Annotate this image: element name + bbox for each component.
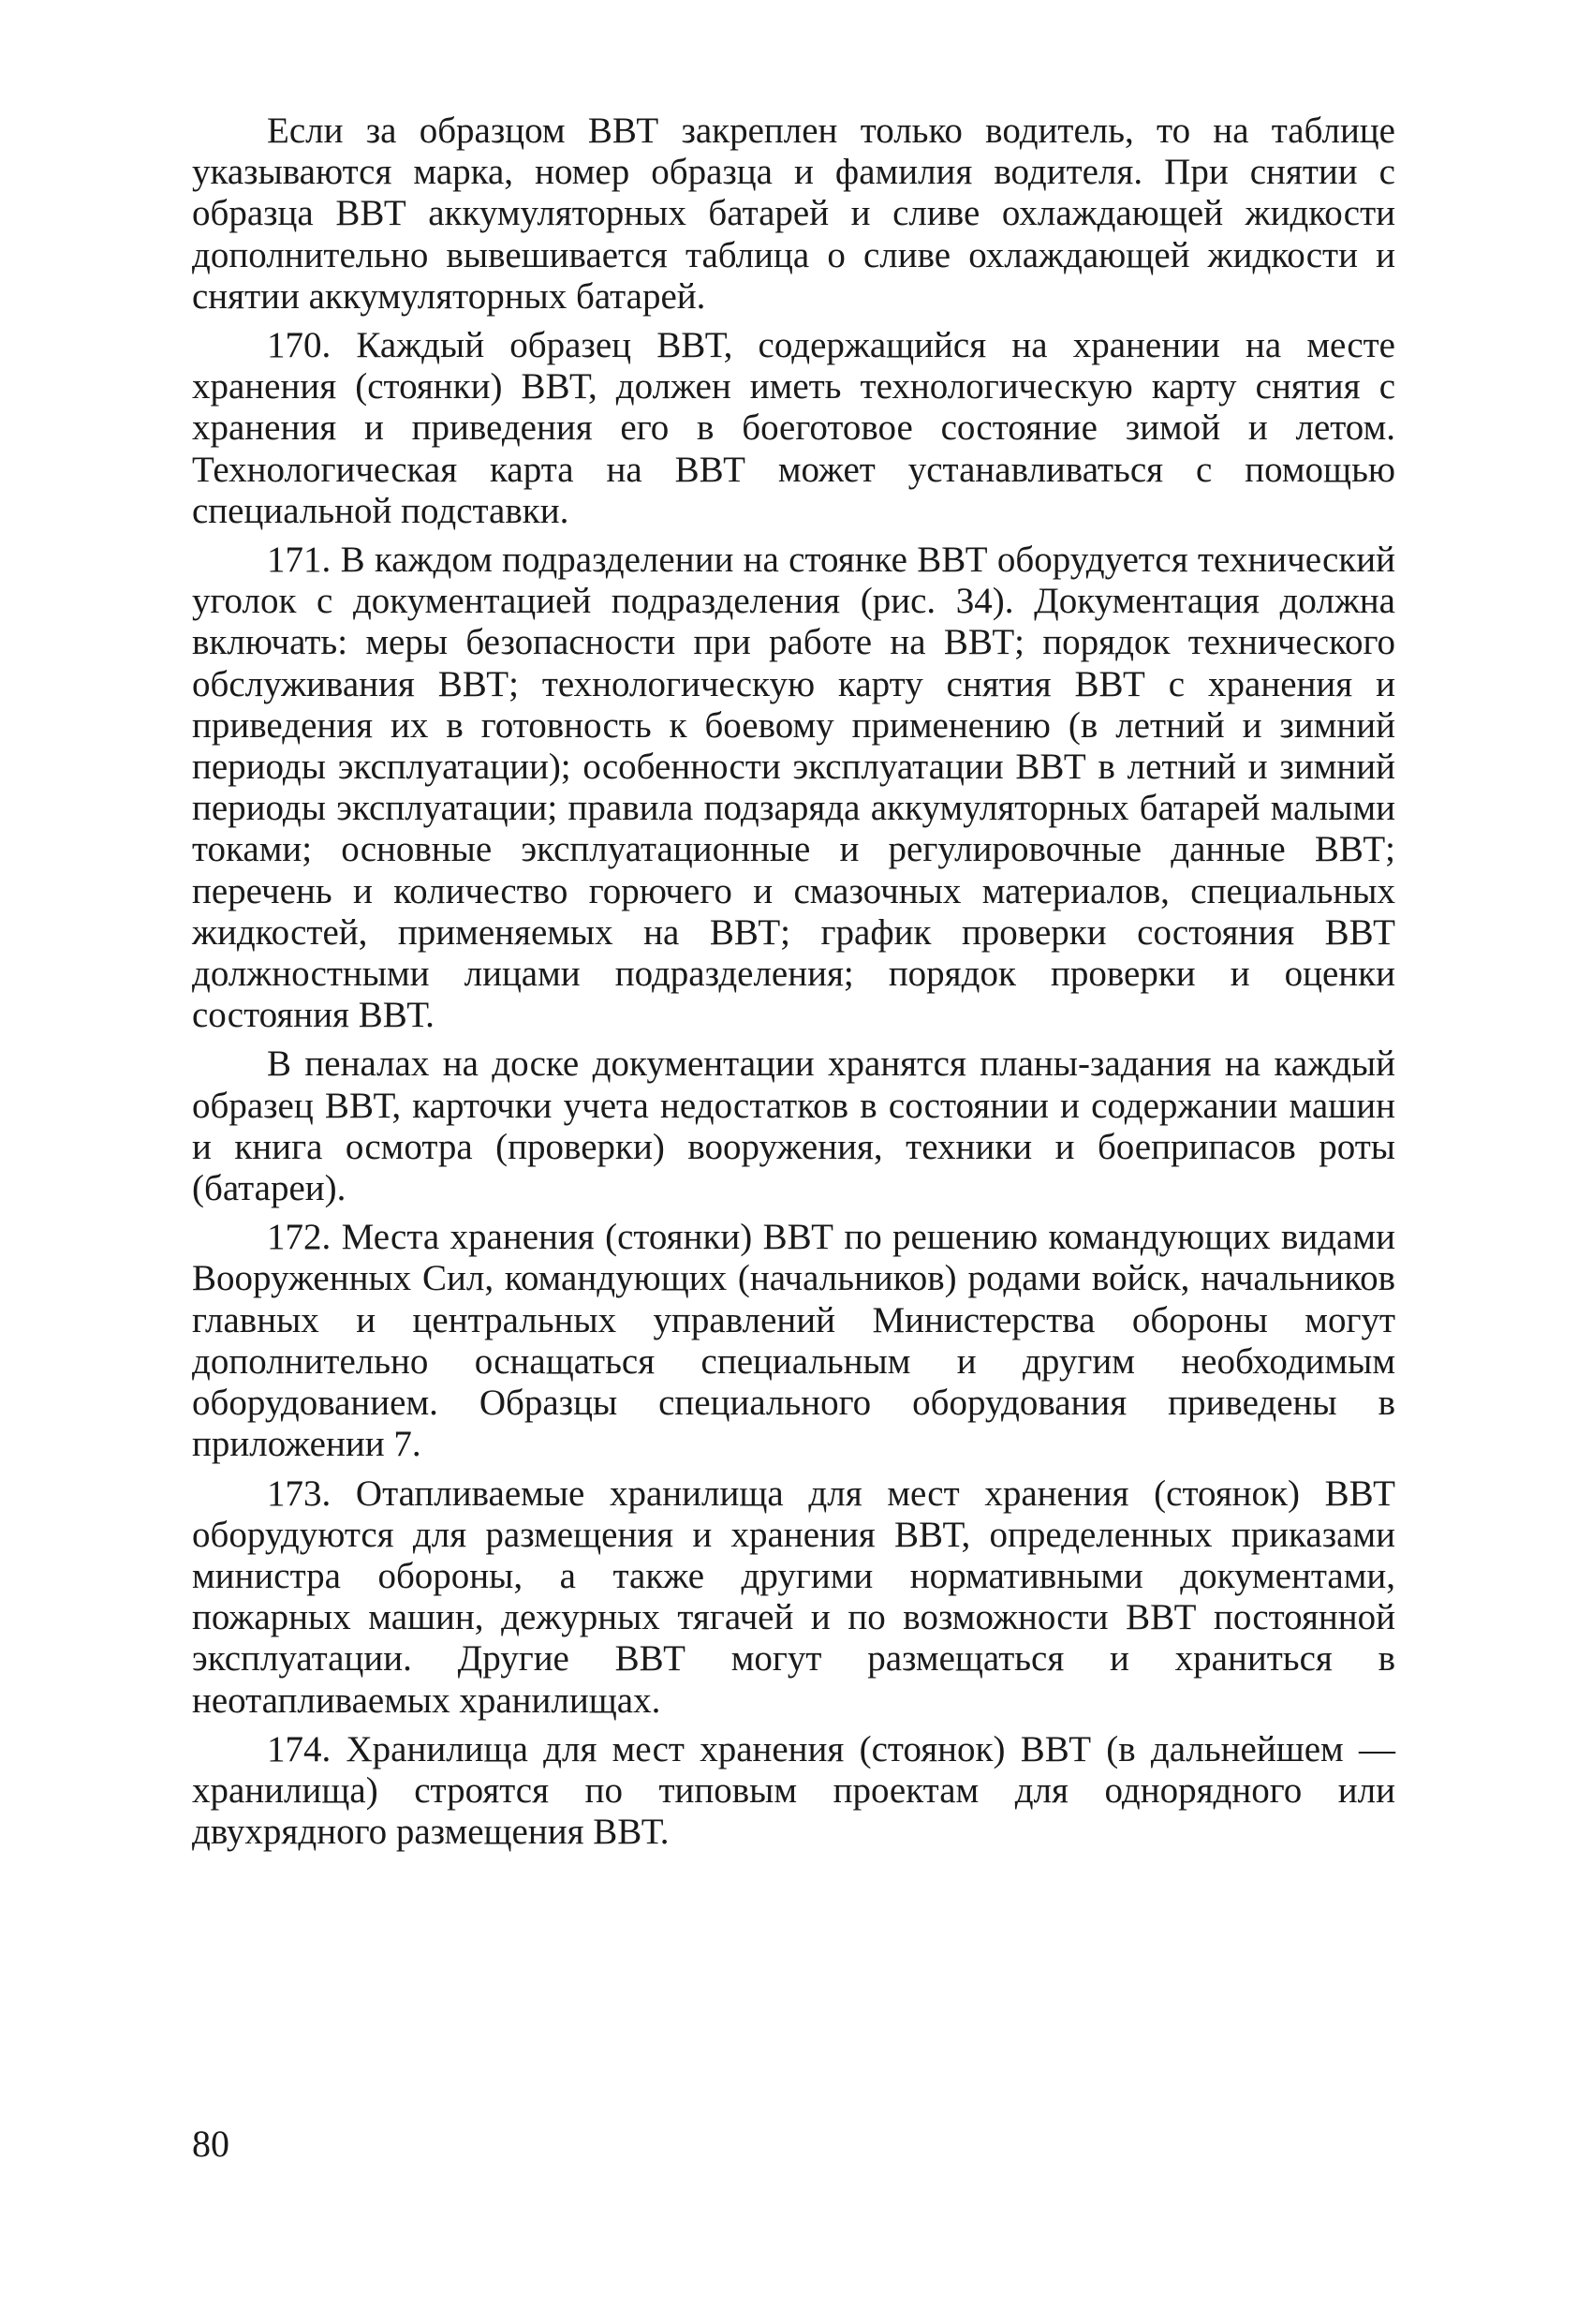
paragraph-intro-continuation: Если за образцом ВВТ закреплен только водитель, то на таблице указываются марка, номер образца и фамилия водителя. При снятии с образца ВВТ аккумуляторных батарей и сливе охлаждающей жидкости дополнительно вывешивается таблица о сливе охлаждающей жидкости и снятии аккумуляторных батарей. — [192, 111, 1395, 317]
paragraph-170: 170. Каждый образец ВВТ, содержащийся на хранении на месте хранения (стоянки) ВВТ, должен иметь технологическую карту снятия с хранения и приведения его в боеготовое состояние зимой и летом. Технологическая карта на ВВТ может устанавливаться с помощью специальной подставки. — [192, 325, 1395, 531]
page-number: 80 — [192, 2123, 229, 2165]
paragraph-173: 173. Отапливаемые хранилища для мест хранения (стоянок) ВВТ оборудуются для размещения и хранения ВВТ, определенных приказами министра обороны, а также другими нормативными документами, пожарных машин, дежурных тягачей и по возможности ВВТ постоянной эксплуатации. Другие ВВТ могут размещаться и храниться в неотапливаемых хранилищах. — [192, 1473, 1395, 1721]
document-page — [192, 111, 1395, 1860]
paragraph-174: 174. Хранилища для мест хранения (стоянок) ВВТ (в дальнейшем — хранилища) строятся по типовым проектам для однорядного или двухрядного размещения ВВТ. — [192, 1728, 1395, 1853]
paragraph-171: 171. В каждом подразделении на стоянке ВВТ оборудуется технический уголок с документацией подразделения (рис. 34). Документация должна включать: меры безопасности при работе на ВВТ; порядок технического обслуживания ВВТ; технологическую карту снятия ВВТ с хранения и приведения их в готовность к боевому применению (в летний и зимний периоды эксплуатации); особенности эксплуатации ВВТ в летний и зимний периоды эксплуатации; правила подзаряда аккумуляторных батарей малыми токами; основные эксплуатационные и регулировочные данные ВВТ; перечень и количество горючего и смазочных материалов, специальных жидкостей, применяемых на ВВТ; график проверки состояния ВВТ должностными лицами подразделения; порядок проверки и оценки состояния ВВТ. — [192, 540, 1395, 1036]
paragraph-171-pencils: В пеналах на доске документации хранятся планы-задания на каждый образец ВВТ, карточки учета недостатков в состоянии и содержании машин и книга осмотра (проверки) вооружения, техники и боеприпасов роты (батареи). — [192, 1044, 1395, 1209]
paragraph-172: 172. Места хранения (стоянки) ВВТ по решению командующих видами Вооруженных Сил, командующих (начальников) родами войск, начальников главных и центральных управлений Министерства обороны могут дополнительно оснащаться специальным и другим необходимым оборудованием. Образцы специального оборудования приведены в приложении 7. — [192, 1217, 1395, 1465]
